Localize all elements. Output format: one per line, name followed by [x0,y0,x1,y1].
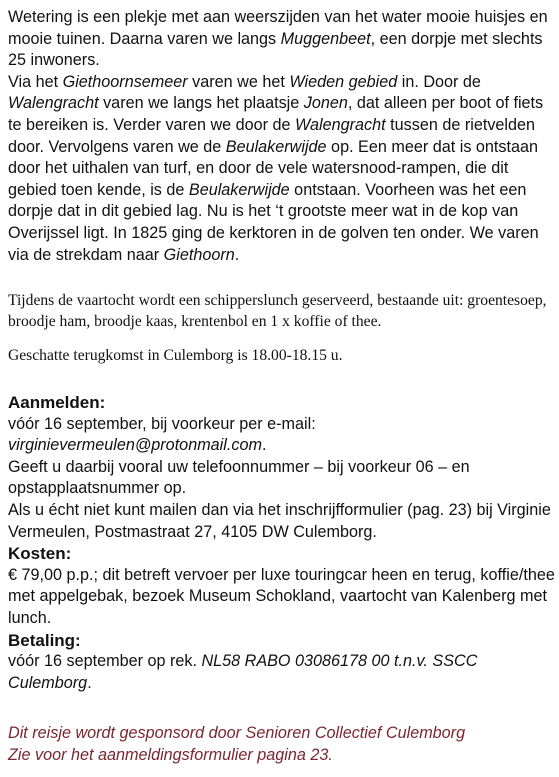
return-time-paragraph: Geschatte terugkomst in Culemborg is 18.00-18.15 u. [8,347,343,364]
sponsor-line-2: Zie voor het aanmeldingsformulier pagina 23. [8,745,333,764]
registration-email-line: virginievermeulen@protonmail.com. [8,436,267,455]
registration-line-1: vóór 16 september, bij voorkeur per e-mail: [8,414,316,433]
bank-account: NL58 RABO 03086178 00 t.n.v. SSCC Culemborg [8,652,478,692]
sponsor-note [8,723,556,766]
registration-line-3: Als u écht niet kunt mailen dan via het inschrijfformulier (pag. 23) bij Virginie Vermeulen, Postmastraat 27, 4105 DW Culemborg. [8,500,551,541]
sponsor-line-1: Dit reisje wordt gesponsord door Senioren Collectief Culemborg [8,724,466,742]
payment-text: vóór 16 september op rek. NL58 RABO 03086178 00 t.n.v. SSCC Culemborg. [8,652,478,692]
costs-text: € 79,00 p.p.; dit betreft vervoer per luxe touringcar heen en terug, koffie/thee met appelgebak, bezoek Museum Schokland, vaartocht van Kalenberg met lunch. [8,565,555,627]
email-link[interactable]: virginievermeulen@protonmail.com [8,436,262,455]
place-muggenbeet: Muggenbeet [280,29,371,48]
lunch-paragraph: Tijdens de vaartocht wordt een schipperslunch geserveerd, bestaande uit: groentesoep, broodje ham, broodje kaas, krentenbol en 1 x koffie of thee. [8,292,547,330]
payment-heading: Betaling: [8,630,81,650]
registration-line-2: Geeft u daarbij vooral uw telefoonnummer – bij voorkeur 06 – en opstapplaatsnummer op. [8,457,470,498]
intro-paragraph [8,7,556,266]
intro-sentence-1: Wetering is een plekje met aan weerszijden van het water mooie huisjes en mooie tuinen. Daarna varen we langs Muggenbeet, een dorpje met slechts 25 inwoners. [8,8,548,70]
registration-heading: Aanmelden: [8,393,106,412]
costs-heading: Kosten: [8,544,72,564]
intro-sentence-2: Via het Giethoornsemeer varen we het Wieden gebied in. Door de Walengracht varen we langs het plaatsje Jonen, dat alleen per boot of fiets te bereiken is. Verder varen we door de Walengracht tussen de rietvelden door. Vervolgens varen we de Beulakerwijde op. Een meer dat is ontstaan door het uithalen van turf, en door de vele watersnood-rampen, die dit gebied toen kende, is de Beulakerwijde ontstaan. Voorheen was het een dorpje dat in dit gebied lag. Nu is het ‘t grootste meer wat in de kop van Overijssel ligt. In 1825 ging de kerktoren in de golven ten onder. We varen via de strekdam naar Giethoorn. [8,72,544,264]
registration-section [8,392,556,694]
